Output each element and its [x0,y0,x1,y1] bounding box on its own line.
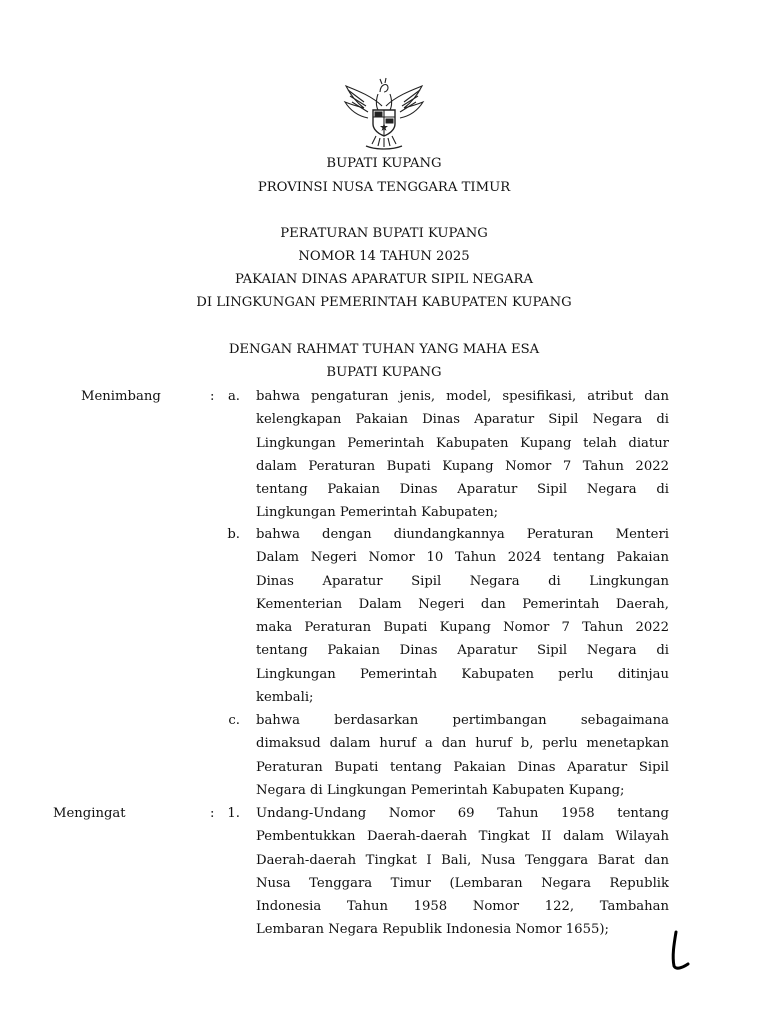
menimbang-item-c-marker: c. [228,713,240,728]
menimbang-item-a [256,385,669,525]
regulation-scope: DI LINGKUNGAN PEMERINTAH KABUPATEN KUPANG [196,295,572,310]
text-line: dimaksud dalam huruf a dan huruf b, perlu menetapkan [256,736,669,752]
menimbang-colon: : [210,389,215,404]
handwritten-paraf-icon [668,928,694,976]
text-line: Lingkungan Pemerintah Kabupaten Kupang telah diatur [256,435,669,451]
text-line: dalam Peraturan Bupati Kupang Nomor 7 Tahun 2022 [256,458,669,474]
text-line: Kementerian Dalam Negeri dan Pemerintah Daerah, [256,596,669,612]
text-line: maka Peraturan Bupati Kupang Nomor 7 Tahun 2022 [256,620,669,636]
regulation-subject: PAKAIAN DINAS APARATUR SIPIL NEGARA [235,272,533,287]
text-line: Daerah-daerah Tingkat I Bali, Nusa Tenggara Barat dan [256,852,669,868]
text-line: Lembaran Negara Republik Indonesia Nomor 1655); [256,922,609,938]
text-line: Nusa Tenggara Timur (Lembaran Negara Republik [256,875,669,891]
text-line: Dinas Aparatur Sipil Negara di Lingkungan [256,573,669,589]
invocation-bupati: BUPATI KUPANG [326,365,442,380]
text-line: tentang Pakaian Dinas Aparatur Sipil Negara di [256,482,669,498]
text-line: Negara di Lingkungan Pemerintah Kabupaten Kupang; [256,782,625,798]
regulation-title: PERATURAN BUPATI KUPANG [280,226,488,241]
text-line: kembali; [256,690,314,706]
text-line: Peraturan Bupati tentang Pakaian Dinas Aparatur Sipil [256,759,669,775]
text-line: bahwa pengaturan jenis, model, spesifikasi, atribut dan [256,389,669,404]
garuda-emblem-icon [342,76,426,152]
mengingat-colon: : [210,806,215,821]
header-title-bupati: BUPATI KUPANG [326,156,442,171]
text-line: Undang-Undang Nomor 69 Tahun 1958 tentang [256,806,669,821]
menimbang-item-a-marker: a. [227,389,240,404]
mengingat-label: Mengingat [53,806,126,821]
regulation-number: NOMOR 14 TAHUN 2025 [298,249,470,264]
text-line: Lingkungan Pemerintah Kabupaten; [256,505,499,521]
text-line: Indonesia Tahun 1958 Nomor 122, Tambahan [256,899,669,915]
mengingat-item-1 [256,802,669,942]
text-line: kelengkapan Pakaian Dinas Aparatur Sipil Negara di [256,412,669,428]
text-line: bahwa berdasarkan pertimbangan sebagaimana [256,713,669,728]
header-title-provinsi: PROVINSI NUSA TENGGARA TIMUR [257,180,511,195]
text-line: Dalam Negeri Nomor 10 Tahun 2024 tentang Pakaian [256,550,669,566]
menimbang-label: Menimbang [81,389,161,404]
text-line: bahwa dengan diundangkannya Peraturan Menteri [256,527,669,542]
invocation-line: DENGAN RAHMAT TUHAN YANG MAHA ESA [228,342,540,357]
mengingat-item-1-marker: 1. [227,806,240,821]
text-line: Lingkungan Pemerintah Kabupaten perlu ditinjau [256,666,669,682]
menimbang-item-b-marker: b. [227,527,240,542]
menimbang-item-b [256,523,669,709]
menimbang-item-c [256,709,669,802]
text-line: tentang Pakaian Dinas Aparatur Sipil Negara di [256,643,669,659]
text-line: Pembentukkan Daerah-daerah Tingkat II dalam Wilayah [256,829,669,845]
